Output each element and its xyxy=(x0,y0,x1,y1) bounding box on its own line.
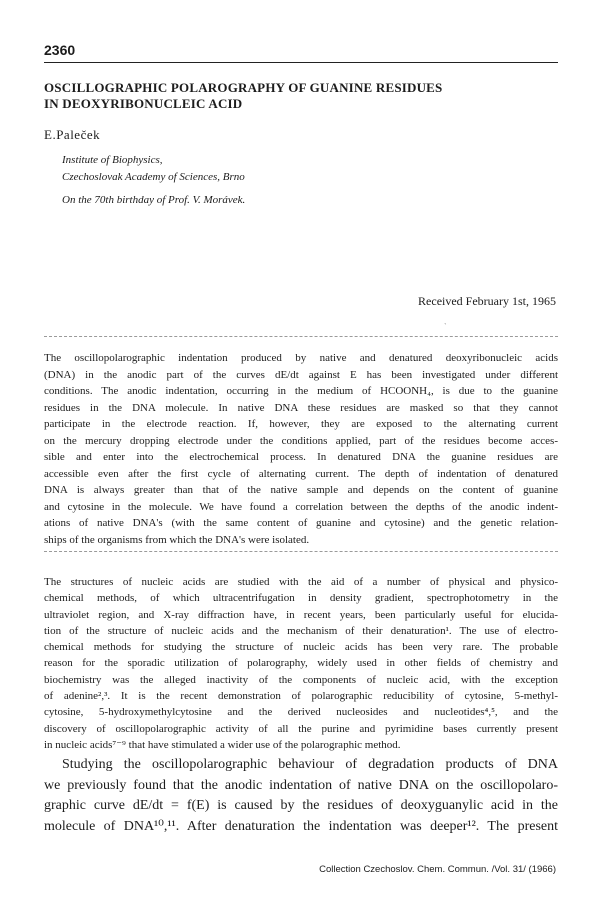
article-title xyxy=(44,80,544,112)
affiliation-line: Institute of Biophysics, xyxy=(62,154,163,166)
abstract-line: accessible even after the first cycle of alternating current. The depth of indentation of denatured xyxy=(44,467,558,480)
abstract-bottom-divider xyxy=(44,551,558,552)
header-rule xyxy=(44,62,558,63)
intro-line: biochemistry was the alleged inactivity of the components of nucleic acid, with the exception xyxy=(44,673,558,686)
introduction-paragraph xyxy=(44,574,558,753)
body-line: we previously found that the anodic indentation of native DNA on the oscillopolaro- xyxy=(44,777,558,793)
abstract-line: The oscillopolarographic indentation produced by native and denatured deoxyribonucleic acids xyxy=(44,352,558,364)
abstract-top-divider xyxy=(44,336,558,337)
abstract xyxy=(44,350,558,548)
abstract-line: sible and enter into the electrochemical process. In denatured DNA the guanine residues are xyxy=(44,451,558,463)
body-line: molecule of DNA¹⁰,¹¹. After denaturation the indentation was deeper¹². The present xyxy=(44,818,558,834)
title-line: IN DEOXYRIBONUCLEIC ACID xyxy=(44,96,243,111)
body-line: Studying the oscillopolarographic behaviour of degradation products of DNA xyxy=(62,757,558,772)
body-paragraph xyxy=(44,755,558,837)
affiliation-line: Czechoslovak Academy of Sciences, Brno xyxy=(62,171,245,183)
intro-line: of adenine²,³. It is the recent demonstration of polarographic reducibility of cytosine, 5-methyl- xyxy=(44,690,558,703)
author-name: E.Paleček xyxy=(44,127,101,142)
intro-line: in nucleic acids⁷⁻⁹ that have stimulated a wider use of the polarographic method. xyxy=(44,738,401,751)
affiliation xyxy=(62,152,245,186)
abstract-line: ations of native DNA's (with the same content of guanine and cytosine) and the genetic relation- xyxy=(44,517,558,529)
intro-line: The structures of nucleic acids are studied with the aid of a number of physical and physico- xyxy=(44,576,558,588)
intro-line: discovery of oscillopolarographic activity of all the purine and pyrimidine bases currently present xyxy=(44,722,558,735)
body-line: graphic curve dE/dt = f(E) is caused by the residues of deoxyguanylic acid in the xyxy=(44,798,558,813)
journal-footer: Collection Czechoslov. Chem. Commun. /Vol. 31/ (1966) xyxy=(319,864,556,875)
abstract-line: on the mercury dropping electrode under the conditions applied, part of the residues become acces- xyxy=(44,434,558,447)
intro-line: reason for the sporadic utilization of polarography, widely used in other fields of chemistry and xyxy=(44,657,558,670)
intro-line: ultraviolet region, and X-ray diffraction have, in recent years, been particularly useful for elucida- xyxy=(44,608,558,621)
abstract-line: residues in the DNA molecule. In native DNA these residues are masked so that they cannot xyxy=(44,401,558,414)
title-line: OSCILLOGRAPHIC POLAROGRAPHY OF GUANINE RESIDUES xyxy=(44,80,443,95)
abstract-line: participate in the electrode reaction. If, however, they are exposed to the alternating current xyxy=(44,418,558,430)
abstract-line: DNA is always greater than that of the native sample and depends on the content of guanine xyxy=(44,484,558,496)
page-number: 2360 xyxy=(44,42,76,58)
abstract-line: (DNA) in the anodic part of the curves dE/dt against E has been investigated under different xyxy=(44,368,558,381)
abstract-line: conditions. The anodic indentation, occurring in the medium of HCOONH₄, is due to the guanine xyxy=(44,385,558,397)
intro-line: chemical methods for studying the structure of nucleic acids has been very rare. The probable xyxy=(44,641,558,654)
intro-line: cytosine, 5-hydroxymethylcytosine and the derived nucleosides and nucleotides⁴,⁵, and the xyxy=(44,706,558,719)
stray-mark: ` xyxy=(444,322,447,331)
received-date: Received February 1st, 1965 xyxy=(418,294,556,308)
intro-line: tion of the structure of nucleic acids and the mechanism of their denaturation¹. The use of electro- xyxy=(44,624,558,637)
abstract-line: ships of the organisms from which the DNA's were isolated. xyxy=(44,533,310,546)
dedication: On the 70th birthday of Prof. V. Morávek. xyxy=(62,194,246,206)
intro-line: chemical methods, of which ultracentrifugation in density gradient, spectrophotometry in the xyxy=(44,592,558,605)
abstract-line: and cytosine in the molecule. We have found a correlation between the depths of the anodic indent- xyxy=(44,500,558,513)
